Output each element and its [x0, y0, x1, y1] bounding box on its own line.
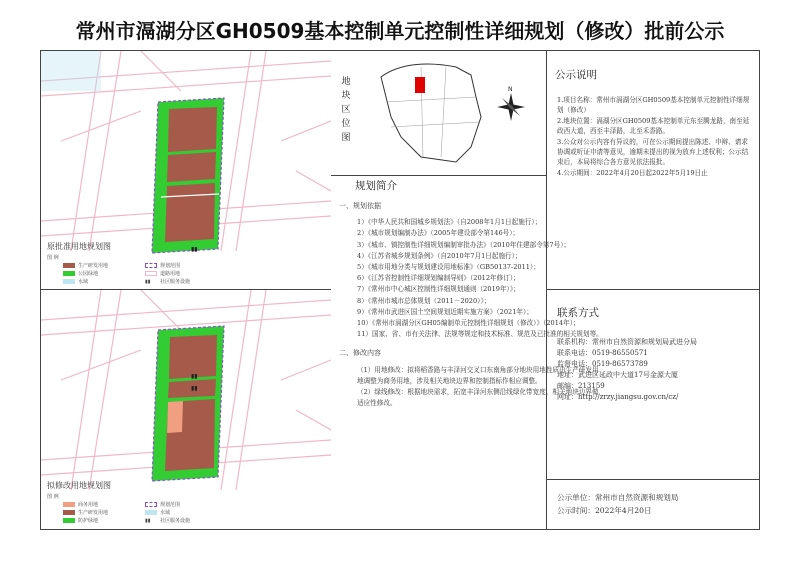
contact-line: 联系电话：0519-86550571 — [557, 349, 648, 357]
water-area — [41, 51, 101, 91]
legend-bottom — [45, 492, 327, 529]
page-title: 常州市滆湖分区GH0509基本控制单元控制性详细规划（修改）批前公示 — [75, 19, 725, 43]
parcel-2 — [167, 152, 216, 182]
maps-column — [41, 51, 331, 529]
section-heading: 一、规划依据 — [339, 202, 381, 210]
publish-date: 公示时间：2022年4月20日 — [557, 506, 652, 515]
intro-title: 规划简介 — [355, 180, 397, 192]
facility-mark: ▮▮ — [191, 246, 198, 253]
basis-item: 6）《江苏省控制性详细规划编制导则》（2012年修订）； — [357, 274, 520, 283]
basis-item: 1）《中华人民共和国城乡规划法》（自2008年1月1日起施行）； — [357, 218, 542, 227]
parcel-3 — [165, 183, 215, 242]
original-plan-caption: 原批准用地规划图 — [47, 242, 111, 251]
legend-item: 防护绿地 — [63, 517, 98, 524]
contact-line: 邮编：213159 — [557, 382, 605, 390]
legend-item: ▮▮ 社区服务设施 — [145, 518, 191, 524]
legend-title: 图 例 — [47, 255, 59, 261]
revised-plan-caption: 拟修改用地规划图 — [47, 481, 111, 490]
basis-item: 2）《城市规划编制办法》（2005年建设部令第146号）； — [357, 229, 520, 238]
revised-plan-map — [41, 290, 331, 529]
divider — [547, 479, 759, 480]
notice-item: 4.公示期间：2022年4月20日起2022年5月19日止 — [557, 168, 708, 177]
website-link[interactable]: 网址：http://zrzy.jiangsu.gov.cn/cz/ — [557, 393, 679, 401]
facility-mark: ▮▮ — [191, 373, 198, 380]
basis-item: 9）《常州市武进区国土空间规划近期实施方案》（2021年）； — [357, 307, 533, 316]
notice-board — [40, 50, 760, 530]
legend-item: 规划范围 — [145, 501, 180, 508]
basis-item: 7）《常州市中心城区控制性详细规划通则（2019年）》； — [357, 285, 520, 294]
contact-line: 地址：武进区延政中大道17号金源大厦 — [557, 371, 678, 379]
original-plan-map — [41, 51, 331, 290]
basis-item: 8）《常州市城市总体规划（2011－2020）》； — [357, 296, 491, 305]
contact-line: 监督电话：0519-86573789 — [557, 360, 648, 368]
legend-item: 商务用地 — [63, 501, 98, 508]
legend-item: 水域 — [145, 509, 170, 516]
legend-item: 水域 — [63, 278, 88, 285]
legend-title: 图 例 — [47, 494, 59, 500]
legend-item: 公园绿地 — [63, 270, 98, 277]
notice-title: 公示说明 — [555, 69, 597, 81]
parcel-1 — [168, 107, 217, 152]
location-label: 地块区位图 — [341, 77, 351, 143]
basis-item: 5）《城市用地分类与规划建设用地标准》（GB50137-2011）； — [357, 263, 540, 272]
section-heading: 二、修改内容 — [339, 349, 381, 358]
change-item: （1）用地修改：拟将稻香路与丰泽河交叉口东南角部分地块用地性质由生产研发用地调整为商务用地，涉及相关地块边界和控制指标作相应调整。 — [357, 365, 599, 385]
notice-item: 3.公众对公示内容有异议的，可在公示期间提出陈述、申辩、请求协调或听证申请等意见，逾期未提出的视为放弃上述权利；公示结束后，本局将综合各方意见依法报批。 — [557, 137, 749, 167]
legend-item: 规划范围 — [145, 262, 180, 269]
basis-item: 3）《城市、镇控制性详细规划编制审批办法》（2010年住建部令第7号）； — [357, 240, 571, 249]
divider — [547, 289, 759, 290]
footer — [557, 491, 753, 517]
basis-item: 10）《常州市滆湖分区GH05编制单元控制性详细规划（修改）》（2014年）； — [357, 319, 580, 328]
notice-body — [557, 95, 753, 178]
legend-item: ▮▮ 社区服务设施 — [145, 279, 191, 285]
change-item: （2）绿线修改：根据地块需求，拓宽丰泽河东侧沿线绿化带宽度，相关地块边界做适应性修改。 — [357, 388, 599, 408]
basis-item: 11）国家、省、市有关法律、法规等规定和技术标准、规范及已批准的相关规划等。 — [357, 330, 603, 339]
notice-column — [547, 51, 759, 529]
contact-line: 联系机构：常州市自然资源和规划局武进分局 — [557, 338, 697, 346]
legend-item: 生产研发用地 — [63, 262, 108, 269]
legend-item: 生产研发用地 — [63, 509, 108, 516]
legend-top — [45, 253, 327, 290]
contact-title: 联系方式 — [557, 307, 599, 319]
notice-item: 1.项目名称：常州市滆湖分区GH0509基本控制单元控制性详细规划（修改） — [557, 96, 750, 115]
contact-body — [557, 337, 753, 403]
notice-item: 2.地块位置：滆湖分区GH0509基本控制单元东至腾龙路，南至延政西大道，西至丰泽路，北至禾香路。 — [557, 116, 750, 136]
business-parcel — [167, 401, 183, 433]
facility-mark: ▮▮ — [191, 385, 198, 392]
basis-item: 4）《江苏省城乡规划条例》（自2010年7月1日起施行）； — [357, 251, 522, 260]
svg-text:N: N — [508, 86, 513, 93]
legend-item: 道路用地 — [145, 270, 180, 277]
publish-unit: 公示单位：常州市自然资源和规划局 — [557, 493, 679, 502]
